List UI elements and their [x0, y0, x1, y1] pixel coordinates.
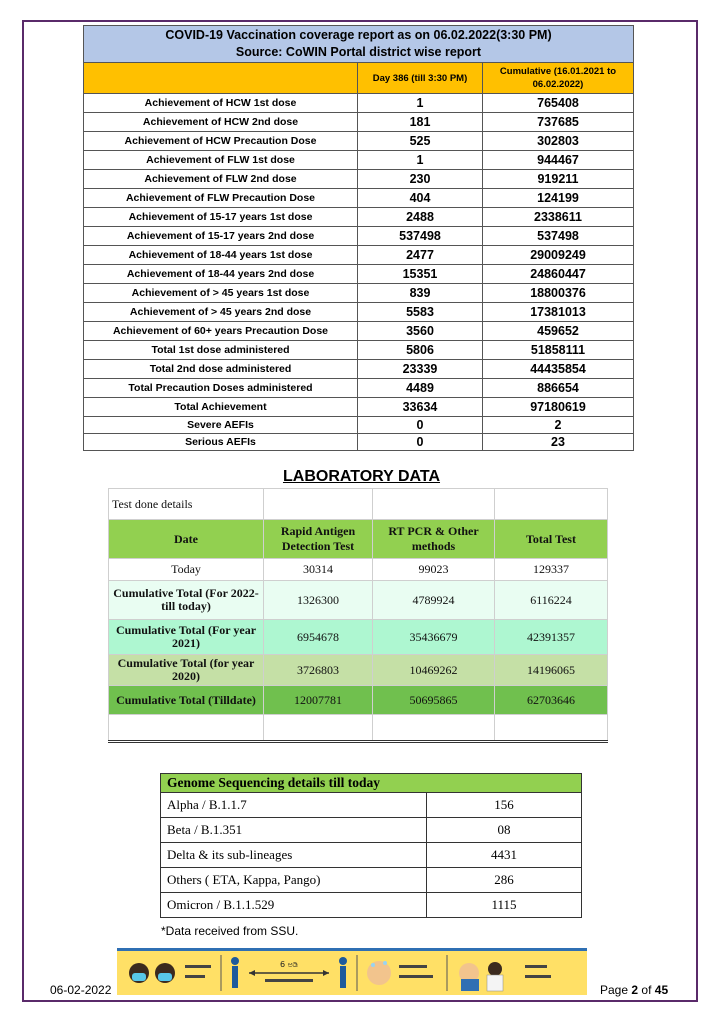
vaccination-row — [84, 341, 634, 360]
row-label: Total 2nd dose administered — [84, 360, 358, 379]
row-day-value: 2488 — [358, 208, 483, 227]
page-current: 2 — [631, 983, 639, 997]
lab-date: Cumulative Total (For year 2021) — [109, 620, 264, 655]
lab-rtpcr: 35436679 — [373, 620, 495, 655]
row-label: Achievement of > 45 years 2nd dose — [84, 303, 358, 322]
row-day-value: 525 — [358, 132, 483, 151]
genome-header: Genome Sequencing details till today — [161, 774, 582, 793]
row-day-value: 404 — [358, 189, 483, 208]
lab-blank — [373, 715, 495, 742]
row-label: Achievement of FLW Precaution Dose — [84, 189, 358, 208]
row-day-value: 4489 — [358, 379, 483, 398]
row-label: Serious AEFIs — [84, 434, 358, 451]
lab-row — [109, 655, 608, 686]
vaccination-row — [84, 379, 634, 398]
row-label: Severe AEFIs — [84, 417, 358, 434]
awareness-banner — [117, 948, 587, 995]
vaccination-title-cell — [84, 26, 634, 63]
vaccination-row — [84, 246, 634, 265]
row-cumulative-value: 124199 — [483, 189, 634, 208]
row-day-value: 230 — [358, 170, 483, 189]
row-day-value: 0 — [358, 434, 483, 451]
vaccination-row — [84, 322, 634, 341]
genome-label: Others ( ETA, Kappa, Pango) — [161, 868, 427, 893]
genome-label: Alpha / B.1.1.7 — [161, 793, 427, 818]
distance-label: 6 ಅಡಿ — [280, 960, 298, 969]
lab-date: Today — [109, 559, 264, 581]
lab-row — [109, 620, 608, 655]
vaccination-row — [84, 151, 634, 170]
lab-row — [109, 686, 608, 715]
row-cumulative-value: 459652 — [483, 322, 634, 341]
lab-rat: 12007781 — [264, 686, 373, 715]
header-blank — [84, 63, 358, 94]
vaccination-row — [84, 113, 634, 132]
lab-header-total: Total Test — [495, 520, 608, 559]
genome-label: Delta & its sub-lineages — [161, 843, 427, 868]
vaccination-row — [84, 303, 634, 322]
row-label: Total Achievement — [84, 398, 358, 417]
row-cumulative-value: 29009249 — [483, 246, 634, 265]
row-cumulative-value: 919211 — [483, 170, 634, 189]
row-label: Total 1st dose administered — [84, 341, 358, 360]
vaccination-row — [84, 284, 634, 303]
lab-title: LABORATORY DATA — [282, 468, 441, 485]
row-label: Achievement of 15-17 years 1st dose — [84, 208, 358, 227]
genome-label: Beta / B.1.351 — [161, 818, 427, 843]
genome-table — [160, 773, 582, 918]
lab-date: Cumulative Total (Tilldate) — [109, 686, 264, 715]
row-cumulative-value: 2338611 — [483, 208, 634, 227]
genome-rows — [161, 793, 582, 918]
row-cumulative-value: 17381013 — [483, 303, 634, 322]
face-mask-icon — [129, 963, 211, 983]
lab-rat: 1326300 — [264, 581, 373, 620]
lab-blank — [109, 715, 264, 742]
row-label: Achievement of HCW 1st dose — [84, 94, 358, 113]
lab-rat: 6954678 — [264, 620, 373, 655]
genome-value: 08 — [427, 818, 582, 843]
row-label: Achievement of 60+ years Precaution Dose — [84, 322, 358, 341]
row-label: Achievement of 18-44 years 1st dose — [84, 246, 358, 265]
row-cumulative-value: 765408 — [483, 94, 634, 113]
page-prefix: Page — [600, 983, 629, 997]
row-day-value: 839 — [358, 284, 483, 303]
lab-total: 62703646 — [495, 686, 608, 715]
lab-header-date: Date — [109, 520, 264, 559]
lab-rat: 3726803 — [264, 655, 373, 686]
genome-value: 1115 — [427, 893, 582, 918]
page-of: of — [641, 983, 652, 997]
genome-label: Omicron / B.1.1.529 — [161, 893, 427, 918]
vaccination-row — [84, 132, 634, 151]
genome-value: 286 — [427, 868, 582, 893]
row-day-value: 5806 — [358, 341, 483, 360]
lab-subtitle: Test done details — [109, 489, 264, 520]
row-cumulative-value: 18800376 — [483, 284, 634, 303]
distancing-icon — [231, 957, 347, 988]
lab-total: 6116224 — [495, 581, 608, 620]
lab-rtpcr: 4789924 — [373, 581, 495, 620]
banner-graphic — [117, 951, 581, 995]
lab-header-rat: Rapid Antigen Detection Test — [264, 520, 373, 559]
genome-row — [161, 818, 582, 843]
row-day-value: 3560 — [358, 322, 483, 341]
lab-table — [108, 488, 608, 743]
lab-header-rtpcr: RT PCR & Other methods — [373, 520, 495, 559]
row-label: Achievement of FLW 2nd dose — [84, 170, 358, 189]
row-label: Achievement of HCW 2nd dose — [84, 113, 358, 132]
row-day-value: 0 — [358, 417, 483, 434]
row-cumulative-value: 24860447 — [483, 265, 634, 284]
handwash-icon — [367, 961, 433, 985]
vaccination-row — [84, 398, 634, 417]
lab-rtpcr: 10469262 — [373, 655, 495, 686]
vaccination-row — [84, 208, 634, 227]
lab-total: 14196065 — [495, 655, 608, 686]
row-day-value: 15351 — [358, 265, 483, 284]
data-note: *Data received from SSU. — [161, 924, 299, 938]
lab-row — [109, 581, 608, 620]
row-cumulative-value: 737685 — [483, 113, 634, 132]
row-cumulative-value: 302803 — [483, 132, 634, 151]
vaccination-icon — [459, 962, 551, 991]
page-number — [600, 983, 668, 997]
genome-value: 4431 — [427, 843, 582, 868]
row-day-value: 23339 — [358, 360, 483, 379]
row-cumulative-value: 2 — [483, 417, 634, 434]
lab-rtpcr: 50695865 — [373, 686, 495, 715]
row-day-value: 537498 — [358, 227, 483, 246]
row-label: Achievement of 18-44 years 2nd dose — [84, 265, 358, 284]
row-label: Total Precaution Doses administered — [84, 379, 358, 398]
row-cumulative-value: 97180619 — [483, 398, 634, 417]
lab-blank — [495, 489, 608, 520]
vaccination-row — [84, 189, 634, 208]
lab-blank — [373, 489, 495, 520]
row-label: Achievement of > 45 years 1st dose — [84, 284, 358, 303]
lab-total: 129337 — [495, 559, 608, 581]
row-cumulative-value: 886654 — [483, 379, 634, 398]
vaccination-row — [84, 227, 634, 246]
genome-row — [161, 793, 582, 818]
lab-rtpcr: 99023 — [373, 559, 495, 581]
vaccination-row — [84, 417, 634, 434]
genome-row — [161, 868, 582, 893]
row-label: Achievement of 15-17 years 2nd dose — [84, 227, 358, 246]
row-cumulative-value: 51858111 — [483, 341, 634, 360]
header-cumulative: Cumulative (16.01.2021 to 06.02.2022) — [483, 63, 634, 94]
row-day-value: 33634 — [358, 398, 483, 417]
lab-date: Cumulative Total (for year 2020) — [109, 655, 264, 686]
genome-row — [161, 843, 582, 868]
row-day-value: 2477 — [358, 246, 483, 265]
genome-row — [161, 893, 582, 918]
vaccination-table — [83, 25, 634, 451]
lab-blank — [264, 715, 373, 742]
lab-blank — [495, 715, 608, 742]
genome-value: 156 — [427, 793, 582, 818]
vaccination-title: COVID-19 Vaccination coverage report as on 06.02.2022(3:30 PM) — [165, 28, 552, 42]
vaccination-row — [84, 94, 634, 113]
row-cumulative-value: 537498 — [483, 227, 634, 246]
vaccination-row — [84, 265, 634, 284]
lab-blank — [264, 489, 373, 520]
row-cumulative-value: 44435854 — [483, 360, 634, 379]
vaccination-row — [84, 360, 634, 379]
header-day: Day 386 (till 3:30 PM) — [358, 63, 483, 94]
row-day-value: 1 — [358, 151, 483, 170]
lab-total: 42391357 — [495, 620, 608, 655]
footer-date: 06-02-2022 — [50, 983, 112, 997]
lab-rat: 30314 — [264, 559, 373, 581]
page-total: 45 — [654, 983, 669, 997]
row-day-value: 5583 — [358, 303, 483, 322]
row-label: Achievement of FLW 1st dose — [84, 151, 358, 170]
row-cumulative-value: 23 — [483, 434, 634, 451]
vaccination-row — [84, 170, 634, 189]
vaccination-source: Source: CoWIN Portal district wise report — [235, 45, 482, 59]
vaccination-rows — [84, 94, 634, 451]
row-cumulative-value: 944467 — [483, 151, 634, 170]
lab-date: Cumulative Total (For 2022- till today) — [109, 581, 264, 620]
row-day-value: 181 — [358, 113, 483, 132]
row-label: Achievement of HCW Precaution Dose — [84, 132, 358, 151]
lab-row — [109, 559, 608, 581]
row-day-value: 1 — [358, 94, 483, 113]
vaccination-row — [84, 434, 634, 451]
